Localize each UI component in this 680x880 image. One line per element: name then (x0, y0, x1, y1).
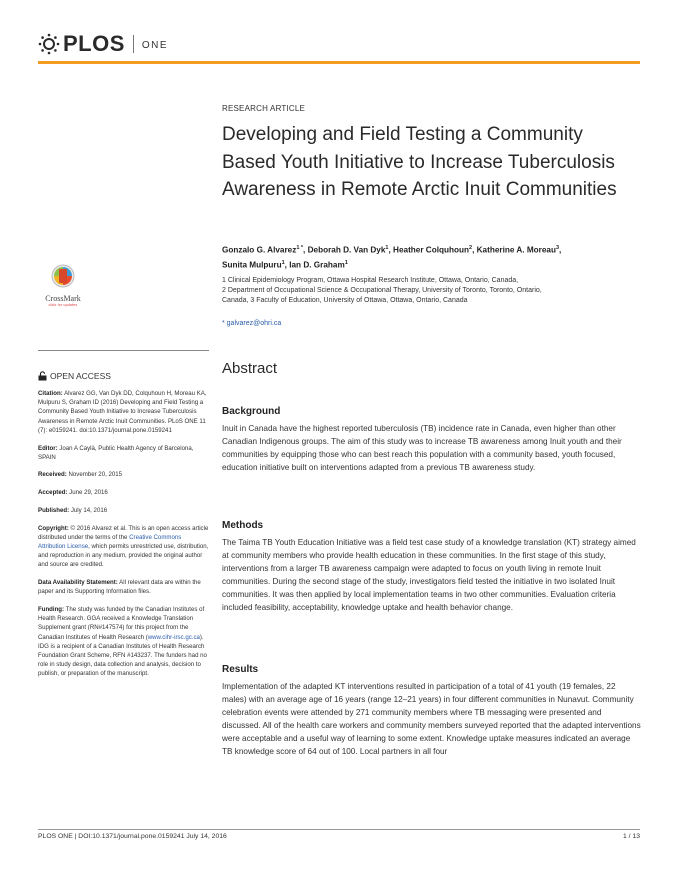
article-title: Developing and Field Testing a Community Based Youth Initiative to Increase Tuberculosis Awareness in Remote Arctic Inuit Communities (222, 124, 617, 200)
author[interactable]: Ian D. Graham (289, 260, 345, 270)
author[interactable]: Sunita Mulpuru (222, 260, 282, 270)
funding: Funding: The study was funded by the Canadian Institutes of Health Research. GGA received a Knowledge Translation Supplement grant (RN#147574) for this project from the Canadian Institutes of Health Research (www.cihr-irsc.gc.ca). IDG is a recipient of a Canadian Institutes of Health Research Foundation Grant Scheme, RFN #143237. The funders had no role in study design, data collection and analysis, decision to publish, or preparation of the manuscript. (38, 605, 207, 678)
crossmark-badge[interactable] (38, 264, 88, 307)
methods-text: The Taima TB Youth Education Initiative was a field test case study of a knowledge translation (KT) strategy aimed at community members who provide health education in these communities. In the first stage of this study, interventions from a larger TB awareness campaign were adapted to focus on youth living in remote Inuit communities. During the second stage of the study, investigators field tested the initiative in two isolated Inuit communities. It was then applied by local implementation teams in two other communities. Evaluation criteria included feasibility, acceptability, knowledge uptake and health behavior change. (222, 538, 636, 613)
results-text: Implementation of the adapted KT interventions resulted in participation of a total of 41 youth (19 females, 22 males) with an average age of 16 years (range 12–21 years) in four different communities in Nunavut. Community celebration events were attended by 271 community members where TB messaging were presented and discussed. All of the health care workers and community members surveyed reported that the adapted interventions were acceptable and a useful way of learning to some extent. Knowledge uptake measures indicated an average TB knowledge score of 64 out of 100. Local partners in all four (222, 682, 641, 757)
crossmark-label: CrossMark (45, 294, 81, 303)
sidebar-divider (38, 350, 209, 351)
plos-logo[interactable] (38, 31, 168, 57)
affiliation-line: 2 Department of Occupational Science & Occupational Therapy, University of Toronto, Toronto, Ontario, (222, 287, 542, 294)
open-lock-icon (38, 371, 47, 381)
abstract-heading: Abstract (222, 360, 278, 377)
crossmark-sublabel: click for updates (48, 303, 78, 307)
affiliations (222, 276, 642, 306)
editor: Editor: Joan A Caylà, Public Health Agency of Barcelona, SPAIN (38, 444, 194, 461)
header-accent-rule (38, 61, 640, 64)
citation: Citation: Alvarez GG, Van Dyk DD, Colquhoun H, Moreau KA, Mulpuru S, Graham ID (2016) Developing and Field Testing a Community Based Youth Initiative to Increase Tuberculosis Awareness in Remote Arctic Inuit Communities. PLoS ONE 11 (7): e0159241. doi:10.1371/journal.pone.0159241 (38, 390, 207, 434)
page-number: 1 / 13 (622, 833, 640, 840)
background-text: Inuit in Canada have the highest reported tuberculosis (TB) incidence rate in Canada, even higher than other Canadian Indigenous groups. The aim of this study was to increase TB awareness among Inuit youth and their communities by equipping those who can best reach this population with a community based, youth focused, education initiative built on interventions adapted from a previous TB awareness study. (222, 424, 622, 473)
affiliation-line: Canada, 3 Faculty of Education, University of Ottawa, Ottawa, Ontario, Canada (222, 297, 468, 304)
footer-rule (38, 829, 640, 830)
author[interactable]: Deborah D. Van Dyk (307, 245, 386, 255)
open-access-badge (38, 371, 111, 381)
cihr-link[interactable]: www.cihr-irsc.gc.ca (147, 633, 200, 641)
article-info-sidebar (38, 389, 209, 687)
open-access-label: OPEN ACCESS (50, 371, 111, 381)
author[interactable]: Gonzalo G. Alvarez (222, 245, 297, 255)
affiliation-line: 1 Clinical Epidemiology Program, Ottawa Hospital Research Institute, Ottawa, Ontario, Canada, (222, 277, 519, 284)
plos-sun-icon (38, 33, 60, 55)
results-heading: Results (222, 664, 259, 675)
data-availability: Data Availability Statement: All relevant data are within the paper and its Supporting Information files. (38, 579, 201, 596)
methods-heading: Methods (222, 520, 264, 531)
article-type: RESEARCH ARTICLE (222, 104, 306, 113)
plos-wordmark: PLOS (63, 31, 125, 56)
author[interactable]: Katherine A. Moreau (476, 245, 556, 255)
one-wordmark: ONE (141, 39, 169, 51)
received-date: Received: November 20, 2015 (38, 471, 123, 479)
copyright: Copyright: © 2016 Alvarez et al. This is an open access article distributed under the terms of the Creative Commons Attribution License, which permits unrestricted use, distribution, and reproduction in any medium, provided the original author and source are credited. (38, 524, 209, 569)
cc-license-link[interactable]: Creative Commons Attribution License (38, 533, 182, 550)
footer-doi: PLOS ONE | DOI:10.1371/journal.pone.0159241 July 14, 2016 (38, 833, 227, 840)
author-list: Gonzalo G. Alvarez$^{1 *}$, Deborah D. Van Dyk$^1$, Heather Colquhoun$^2$, Katherine A. Moreau$^3$, Sunita Mulpuru$^1$, Ian D. Graham$^1$ (222, 245, 562, 270)
accepted-date: Accepted: June 29, 2016 (38, 489, 108, 497)
crossmark-icon (51, 264, 75, 288)
published-date: Published: July 14, 2016 (38, 506, 108, 514)
author[interactable]: Heather Colquhoun (393, 245, 470, 255)
background-heading: Background (222, 406, 281, 417)
corresponding-email-link[interactable]: * galvarez@ohri.ca (222, 320, 282, 327)
logo-divider (133, 35, 134, 53)
